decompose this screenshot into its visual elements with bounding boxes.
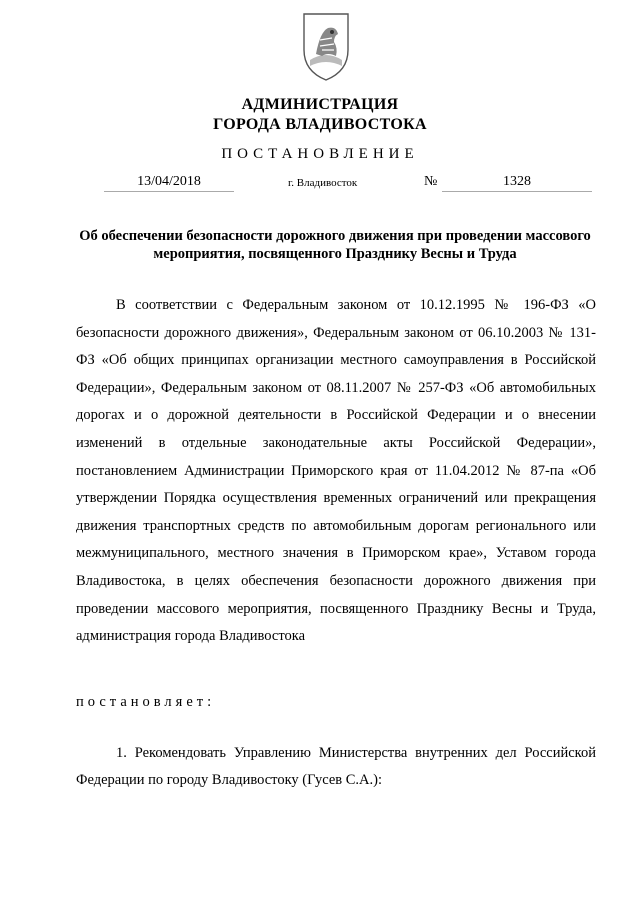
clause-1-text: 1. Рекомендовать Управлению Министерства внутренних дел Российской Федерации по городу Владивостоку (Гусев С.А.): xyxy=(76,745,596,788)
document-number: 1328 xyxy=(442,174,592,192)
document-body xyxy=(76,292,596,651)
document-city: г. Владивосток xyxy=(288,177,358,189)
resolve-heading: постановляет: xyxy=(76,694,216,710)
document-date: 13/04/2018 xyxy=(104,174,234,192)
document-type: ПОСТАНОВЛЕНИЕ xyxy=(221,146,419,162)
document-title: Об обеспечении безопасности дорожного движения при проведении массового мероприятия, посвященного Празднику Весны и Труда xyxy=(79,228,591,262)
organization-name-line2: ГОРОДА ВЛАДИВОСТОКА xyxy=(213,116,427,133)
number-sign: № xyxy=(424,174,438,189)
preamble-paragraph: В соответствии с Федеральным законом от 10.12.1995 № 196-ФЗ «О безопасности дорожного движения», Федеральным законом от 06.10.2003 № 131-ФЗ «Об общих принципах организации местного самоуправления в Российской Федерации», Федеральным законом от 08.11.2007 № 257-ФЗ «Об автомобильных дорогах и о дорожной деятельности в Российской Федерации и о внесении изменений в отдельные законодательные акты Российской Федерации», постановлением Администрации Приморского края от 11.04.2012 № 87-па «Об утверждении Порядка осуществления временных ограничений или прекращения движения транспортных средств по автомобильным дорогам регионального или межмуниципального, местного значения в Приморском крае», Уставом города Владивостока, в целях обеспечения безопасности дорожного движения при проведении массового мероприятия, посвященного Празднику Весны и Труда, администрация города Владивостока xyxy=(76,297,596,645)
clause-1 xyxy=(76,740,596,794)
coat-of-arms-icon xyxy=(298,10,354,82)
organization-name-line1: АДМИНИСТРАЦИЯ xyxy=(241,96,399,113)
